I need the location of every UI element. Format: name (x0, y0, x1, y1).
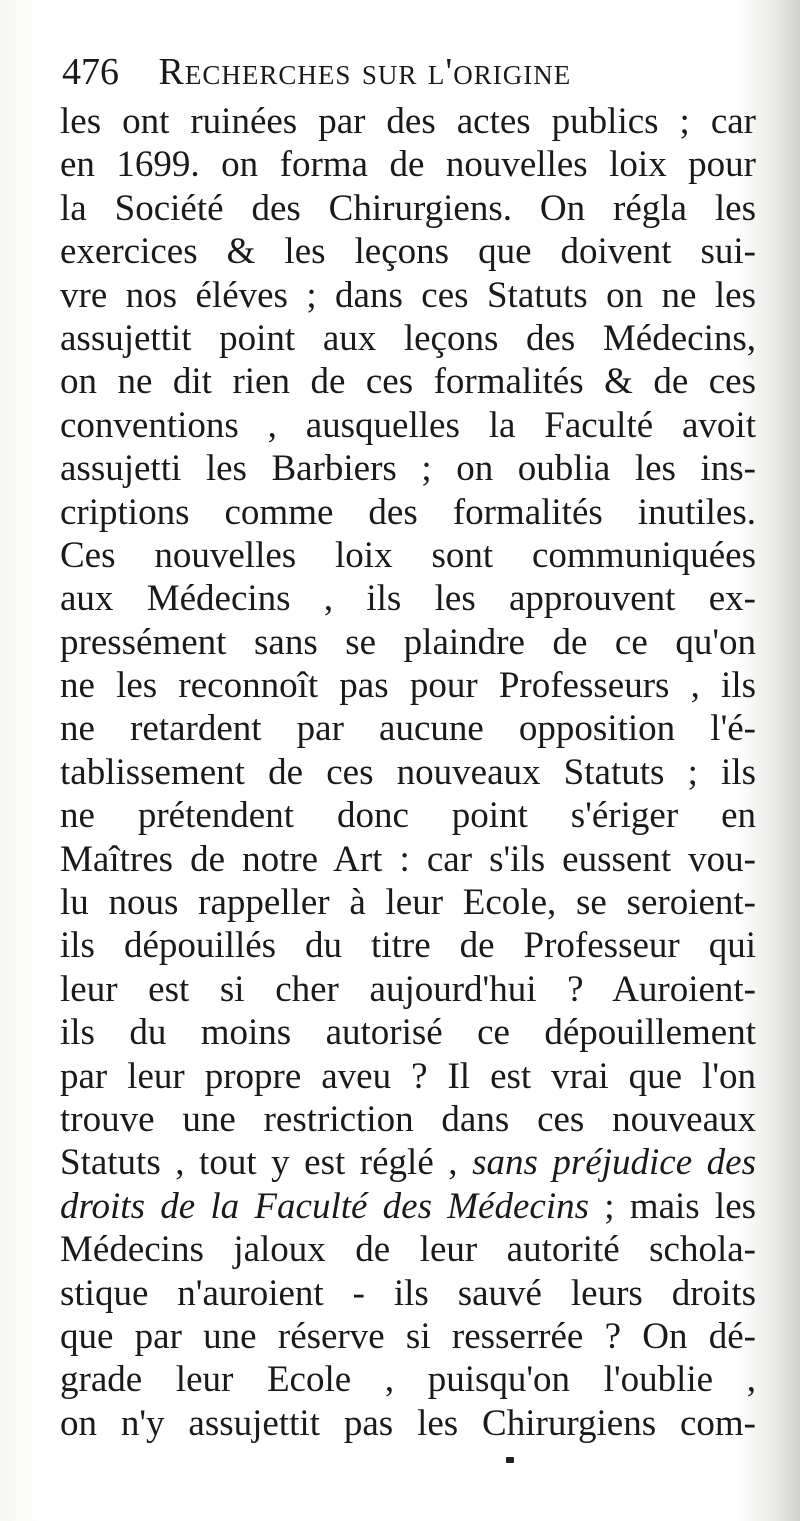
italic-text-segment: sans préjudice des (472, 1142, 756, 1184)
text-segment: criptions comme des formalités inutiles. (60, 491, 756, 533)
body-text (60, 100, 756, 1445)
text-segment: par leur propre aveu ? Il est vrai que l'on (60, 1055, 756, 1097)
text-line (60, 1228, 756, 1271)
text-line (60, 274, 756, 317)
text-segment: ne prétendent donc point s'ériger en (60, 795, 756, 837)
text-line (60, 534, 756, 577)
text-segment: exercices & les leçons que doivent sui- (60, 231, 756, 273)
text-segment: pressément sans se plaindre de ce qu'on (60, 621, 756, 663)
page-number: 476 (62, 51, 119, 93)
text-segment: ils dépouillés du titre de Professeur qui (60, 925, 756, 967)
text-segment: ne les reconnoît pas pour Professeurs , ils (60, 665, 756, 707)
text-line (60, 577, 756, 620)
text-line (60, 491, 756, 534)
text-segment: Ces nouvelles loix sont communiquées (60, 534, 756, 576)
text-line (60, 187, 756, 230)
text-line (60, 317, 756, 360)
text-segment: on ne dit rien de ces formalités & de ces (60, 361, 756, 403)
text-segment: Maîtres de notre Art : car s'ils eussent vou- (60, 838, 756, 880)
text-line (60, 1098, 756, 1141)
text-segment: tablissement de ces nouveaux Statuts ; ils (60, 751, 756, 793)
text-line (60, 794, 756, 837)
text-line (60, 1358, 756, 1401)
text-line (60, 881, 756, 924)
text-segment: que par une réserve si resserrée ? On dé- (60, 1315, 756, 1357)
text-line (60, 404, 756, 447)
text-segment: en 1699. on forma de nouvelles loix pour (60, 144, 756, 186)
text-line (60, 838, 756, 881)
text-segment: Statuts , tout y est réglé , (60, 1142, 473, 1184)
text-line (60, 751, 756, 794)
text-line (60, 664, 756, 707)
text-segment: lu nous rappeller à leur Ecole, se seroient- (60, 882, 756, 924)
text-segment: assujettit point aux leçons des Médecins, (60, 317, 756, 359)
text-segment: Médecins jaloux de leur autorité schola- (60, 1229, 756, 1271)
text-line (60, 143, 756, 186)
text-line (60, 1141, 756, 1184)
text-segment: grade leur Ecole , puisqu'on l'oublie , (60, 1359, 756, 1401)
text-line (60, 230, 756, 273)
text-segment: leur est si cher aujourd'hui ? Auroient- (60, 968, 756, 1010)
text-segment: assujetti les Barbiers ; on oublia les ins- (60, 448, 756, 490)
text-segment: aux Médecins , ils les approuvent ex- (60, 578, 756, 620)
text-line (60, 1315, 756, 1358)
text-segment: ils du moins autorisé ce dépouillement (60, 1012, 756, 1054)
text-segment: la Société des Chirurgiens. On régla les (60, 187, 756, 229)
text-line (60, 1272, 756, 1315)
text-line (60, 1402, 756, 1445)
text-segment: conventions , ausquelles la Faculté avoit (60, 404, 756, 446)
text-segment: ne retardent par aucune opposition l'é- (60, 708, 756, 750)
text-line (60, 1185, 756, 1228)
page-header (62, 44, 742, 100)
text-segment: trouve une restriction dans ces nouveaux (60, 1098, 756, 1140)
italic-text-segment: droits de la Faculté des Médecins (60, 1185, 590, 1227)
text-line (60, 100, 756, 143)
text-line (60, 707, 756, 750)
text-segment: stique n'auroient - ils sauvé leurs droits (60, 1272, 756, 1314)
text-line (60, 621, 756, 664)
running-title: Recherches sur l'origine (158, 51, 572, 93)
text-segment: les ont ruinées par des actes publics ; car (60, 101, 756, 142)
ink-speck (506, 1457, 514, 1463)
text-segment: on n'y assujettit pas les Chirurgiens com- (60, 1402, 756, 1444)
text-segment: vre nos éléves ; dans ces Statuts on ne les (60, 274, 756, 316)
text-line (60, 1011, 756, 1054)
text-line (60, 1055, 756, 1098)
text-line (60, 447, 756, 490)
text-line (60, 968, 756, 1011)
text-line (60, 360, 756, 403)
text-line (60, 924, 756, 967)
text-segment: ; mais les (589, 1185, 756, 1227)
